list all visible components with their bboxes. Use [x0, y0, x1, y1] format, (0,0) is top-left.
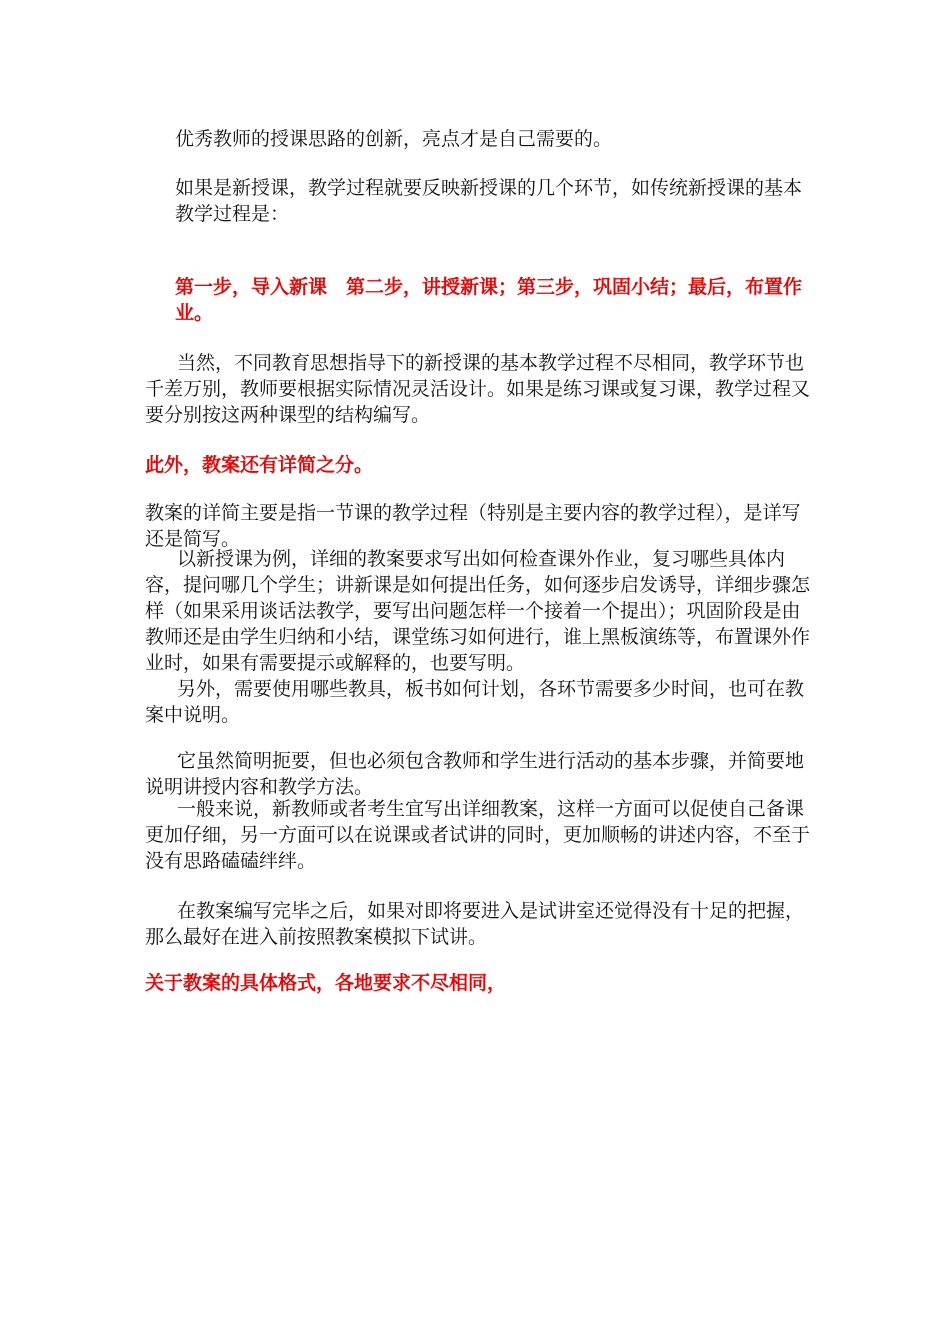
paragraph-format-note: 关于教案的具体格式，各地要求不尽相同，: [145, 972, 507, 994]
paragraph-detail-heading: 此外，教案还有详简之分。: [145, 454, 374, 476]
paragraph-brief-plan: 它虽然简明扼要，但也必须包含教师和学生进行活动的基本步骤，并简要地说明讲授内容和教学方法。: [145, 750, 805, 798]
paragraph-detail-definition: 教案的详简主要是指一节课的教学过程（特别是主要内容的教学过程），是详写还是简写。: [145, 502, 801, 550]
paragraph-rehearsal: 在教案编写完毕之后，如果对即将要进入是试讲室还觉得没有十足的把握，那么最好在进入前按照教案模拟下试讲。: [145, 900, 805, 948]
paragraph-variations: 当然，不同教育思想指导下的新授课的基本教学过程不尽相同，教学环节也千差万别，教师要根据实际情况灵活设计。如果是练习课或复习课，教学过程又要分别按这两种课型的结构编写。: [145, 352, 811, 426]
paragraph-intro: 优秀教师的授课思路的创新，亮点才是自己需要的。: [175, 128, 613, 150]
paragraph-teaching-aids: 另外，需要使用哪些教具，板书如何计划，各环节需要多少时间，也可在教案中说明。: [145, 678, 805, 726]
paragraph-new-lesson: 如果是新授课，教学过程就要反映新授课的几个环节，如传统新授课的基本教学过程是：: [175, 177, 803, 225]
paragraph-steps-highlight: 第一步，导入新课 第二步，讲授新课；第三步，巩固小结；最后，布置作业。: [175, 276, 803, 324]
paragraph-detailed-example: 以新授课为例，详细的教案要求写出如何检查课外作业，复习哪些具体内容，提问哪几个学生；讲新课是如何提出任务，如何逐步启发诱导，详细步骤怎样（如果采用谈话法教学，要写出问题怎样一个接着一个提出）；巩固阶段是由教师还是由学生归纳和小结，课堂练习如何进行，谁上黑板演练等，布置课外作业时，如果有需要提示或解释的，也要写明。: [145, 548, 811, 674]
paragraph-new-teachers: 一般来说，新教师或者考生宜写出详细教案，这样一方面可以促使自己备课更加仔细，另一方面可以在说课或者试讲的同时，更加顺畅的讲述内容，不至于没有思路磕磕绊绊。: [145, 798, 811, 872]
